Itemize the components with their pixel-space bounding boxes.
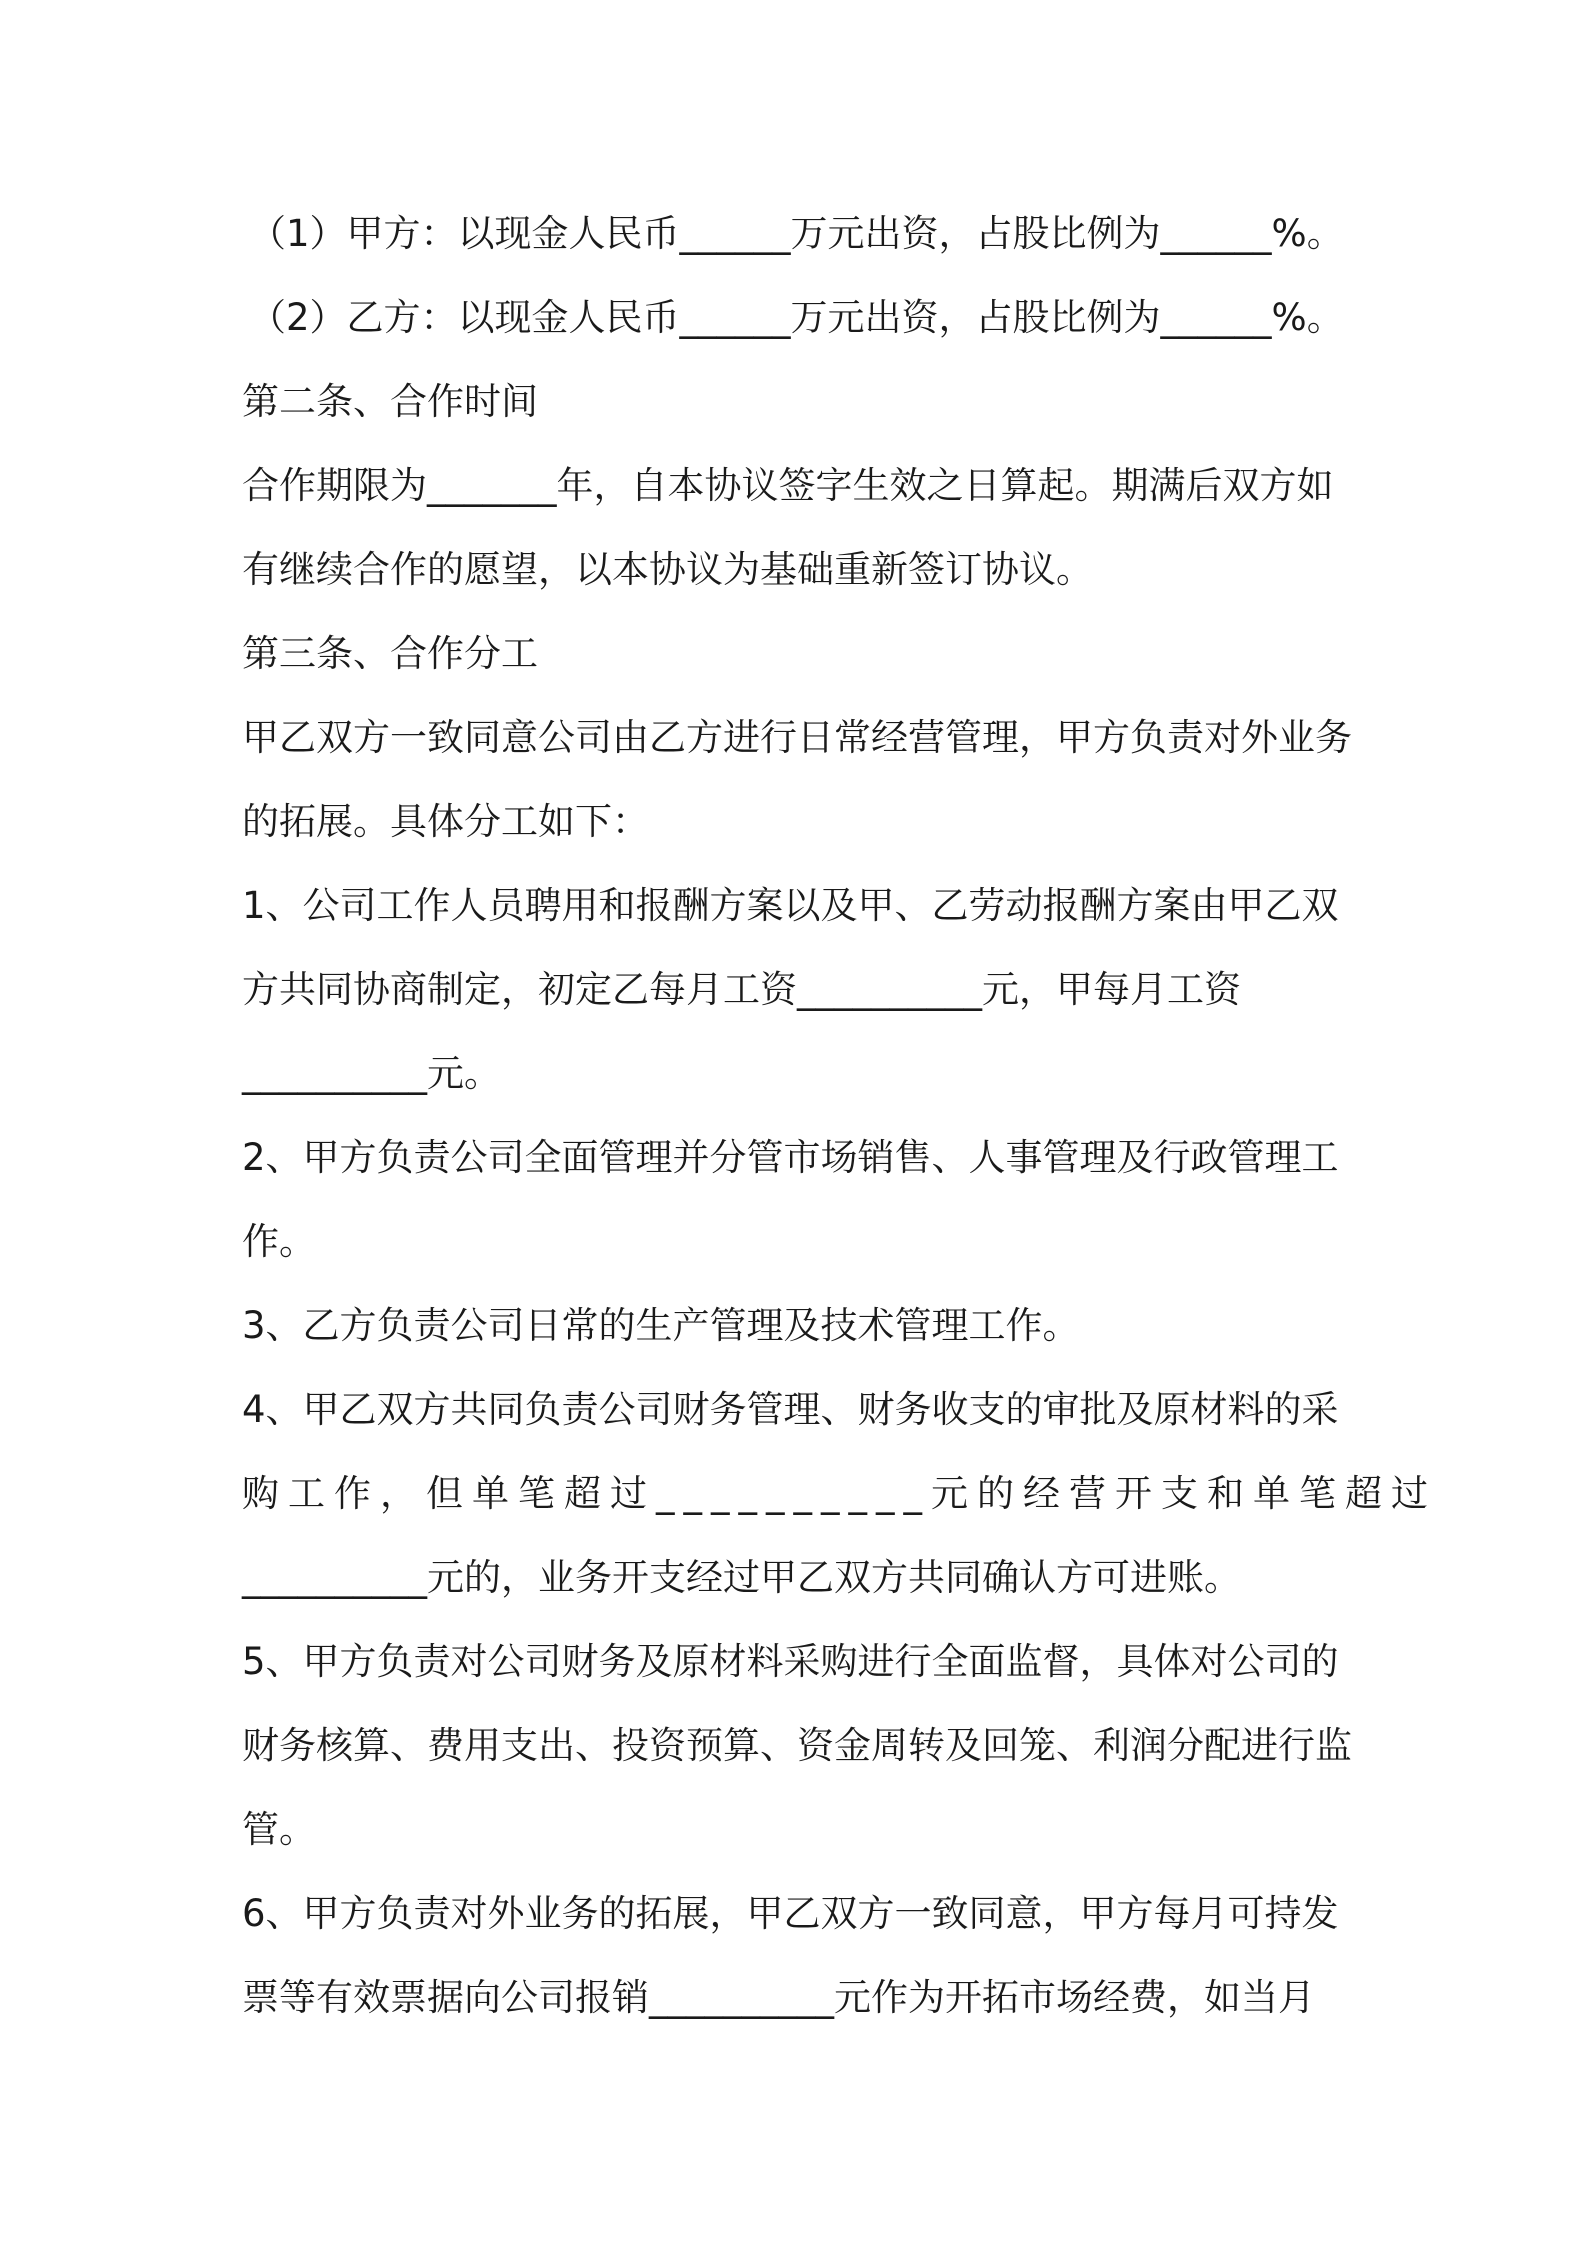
text-line: 购工作，但单笔超过__________元的经营开支和单笔超过: [242, 1472, 1437, 1515]
text-line: 财务核算、费用支出、投资预算、资金周转及回笼、利润分配进行监: [242, 1724, 1352, 1767]
text-line: 管。: [242, 1808, 316, 1851]
text-line: 1、公司工作人员聘用和报酬方案以及甲、乙劳动报酬方案由甲乙双: [242, 884, 1339, 927]
text-line: 4、甲乙双方共同负责公司财务管理、财务收支的审批及原材料的采: [242, 1388, 1339, 1431]
text-line: __________元。: [242, 1052, 501, 1095]
text-line: 票等有效票据向公司报销__________元作为开拓市场经费，如当月: [242, 1976, 1315, 2019]
text-line: 方共同协商制定，初定乙每月工资__________元，甲每月工资: [242, 968, 1241, 1011]
text-line: 3、乙方负责公司日常的生产管理及技术管理工作。: [242, 1304, 1080, 1347]
text-line: 6、甲方负责对外业务的拓展，甲乙双方一致同意，甲方每月可持发: [242, 1892, 1339, 1935]
section-heading: 第二条、合作时间: [242, 380, 538, 423]
text-line: （2）乙方：以现金人民币______万元出资，占股比例为______%。: [249, 296, 1344, 339]
text-line: 甲乙双方一致同意公司由乙方进行日常经营管理，甲方负责对外业务: [242, 716, 1352, 759]
section-heading: 第三条、合作分工: [242, 632, 538, 675]
text-line: 5、甲方负责对公司财务及原材料采购进行全面监督，具体对公司的: [242, 1640, 1339, 1683]
text-line: __________元的，业务开支经过甲乙双方共同确认方可进账。: [242, 1556, 1241, 1599]
text-line: 合作期限为_______年，自本协议签字生效之日算起。期满后双方如: [242, 464, 1334, 507]
text-line: 2、甲方负责公司全面管理并分管市场销售、人事管理及行政管理工: [242, 1136, 1339, 1179]
text-line: 作。: [242, 1220, 316, 1263]
text-line: （1）甲方：以现金人民币______万元出资，占股比例为______%。: [249, 212, 1344, 255]
text-line: 有继续合作的愿望，以本协议为基础重新签订协议。: [242, 548, 1093, 591]
text-line: 的拓展。具体分工如下：: [242, 800, 649, 843]
document-body: [242, 192, 1437, 2040]
